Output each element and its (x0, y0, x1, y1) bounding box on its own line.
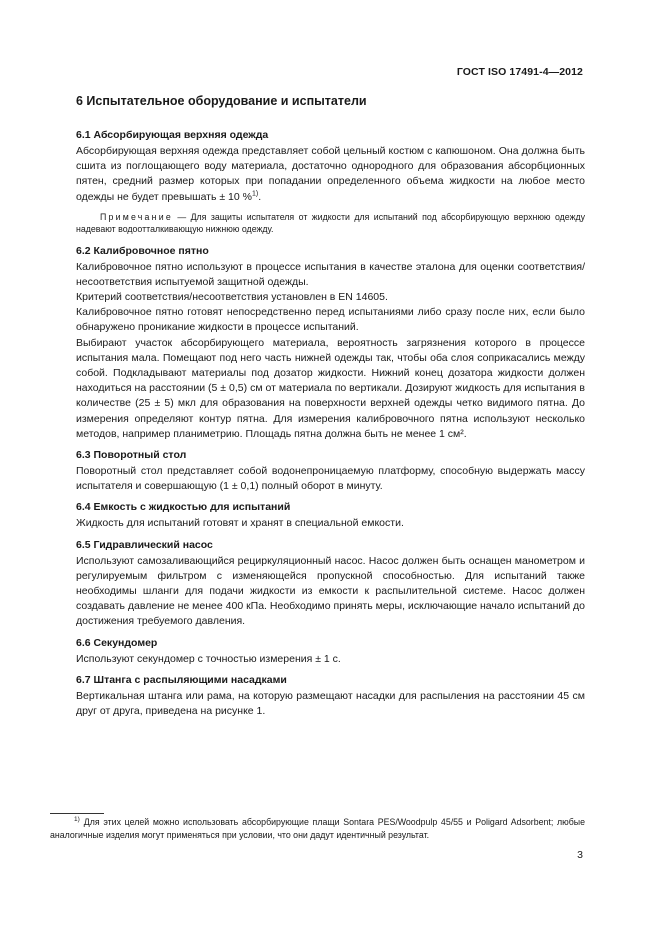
footnote (50, 816, 585, 841)
standard-header: ГОСТ ISO 17491-4—2012 (456, 66, 583, 78)
paragraph-6-2-1: Калибровочное пятно используют в процессе испытания в качестве эталона для оценки соответствия/несоответствия испытуемой защитной одежды. (76, 260, 585, 288)
subsection-title-6-3: 6.3 Поворотный стол (76, 449, 187, 462)
page-content (76, 92, 585, 719)
footnote-number: 1) (74, 816, 80, 824)
paragraph-6-1 (76, 144, 585, 205)
paragraph-6-7: Вертикальная штанга или рама, на которую размещают насадки для распыления на расстоянии 45 см друг от друга, приведена на рисунке 1. (76, 689, 585, 718)
note (76, 211, 585, 236)
page-number: 3 (577, 849, 583, 861)
subsection-title-6-2: 6.2 Калибровочное пятно (76, 244, 209, 257)
note-label: Примечание (100, 211, 173, 222)
subsection-title-6-5: 6.5 Гидравлический насос (76, 538, 213, 551)
paragraph-6-1-text: Абсорбирующая верхняя одежда представляет собой цельный костюм с капюшоном. Она должна быть сшита из поглощающего воду материала, достаточно однородного для образования абсорбционных пятен, средний размер которых при попадании определенного объема жидкости на любое место одежды не будет превышать ± 10 % (76, 145, 585, 203)
note-text: — Для защиты испытателя от жидкости для испытаний под абсорбирующую верхнюю одежду надевают водоотталкивающую нижнюю одежду. (76, 211, 585, 235)
subsection-title-6-7: 6.7 Штанга с распыляющими насадками (76, 673, 287, 686)
paragraph-6-2-2: Критерий соответствия/несоответствия установлен в EN 14605. (76, 291, 388, 304)
paragraph-6-2-4: Выбирают участок абсорбирующего материала, вероятность загрязнения которого в процессе испытания мала. Помещают под него часть нижней одежды так, чтобы оба слоя соприкасались между собой. Подкладывают материалы под дозатор жидкости. Нижний конец дозатора жидкости должен находиться на расстоянии (5 ± 0,5) см от материала по вертикали. Дозируют жидкость для испытания в количестве (25 ± 5) мкл для образования на поверхности верхней одежды четко видимого пятна. До измерения определяют контур пятна. Для измерения калибровочного пятна используют несколько методов, например планиметрию. Площадь пятна должна быть не менее 1 см². (76, 336, 585, 440)
subsection-title-6-6: 6.6 Секундомер (76, 636, 158, 649)
section-title: 6 Испытательное оборудование и испытатели (76, 94, 367, 108)
paragraph-6-5: Используют самозаливающийся рециркуляционный насос. Насос должен быть оснащен манометром и регулируемым фильтром с изменяющейся пропускной способностью. Для испытаний также необходимы шланги для подачи жидкости из емкости к распылительной системе. Насос должен создавать давление не менее 400 кПа. Необходимо принять меры, исключающие начало испытаний до достижения требуемого давления. (76, 554, 585, 628)
footnote-ref: 1) (252, 190, 259, 198)
paragraph-6-4: Жидкость для испытаний готовят и хранят в специальной емкости. (76, 517, 404, 530)
footnote-separator (50, 813, 104, 814)
footnote-text: Для этих целей можно использовать абсорбирующие плащи Sontara PES/Woodpulp 45/55 и Poligard Adsorbent; любые аналогичные изделия могут применяться при условии, что они дадут идентичный результат. (50, 817, 585, 840)
paragraph-6-3: Поворотный стол представляет собой водонепроницаемую платформу, способную выдержать массу испытателя и совершающую (1 ± 0,1) полный оборот в минуту. (76, 465, 585, 493)
paragraph-6-2-3: Калибровочное пятно готовят непосредственно перед испытаниями либо сразу после них, если было обнаружено проникание жидкости в процессе испытаний. (76, 306, 585, 334)
paragraph-6-1-end: . (258, 190, 262, 203)
subsection-title-6-1: 6.1 Абсорбирующая верхняя одежда (76, 129, 269, 141)
paragraph-6-6: Используют секундомер с точностью измерения ± 1 с. (76, 652, 341, 665)
subsection-title-6-4: 6.4 Емкость с жидкостью для испытаний (76, 501, 291, 514)
